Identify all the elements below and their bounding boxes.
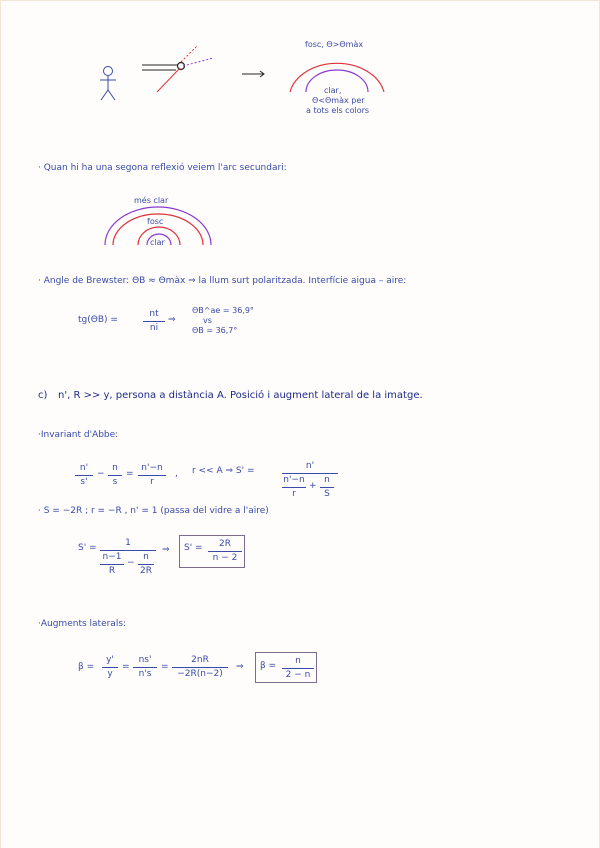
label-clar-1: clar, bbox=[324, 86, 342, 95]
brewster-res1: ΘB^ae = 36,9° bbox=[192, 306, 254, 315]
sp-arrow: ⇒ bbox=[162, 545, 170, 555]
lateral-num: 2nR bbox=[191, 655, 209, 665]
abbe-cond: r << A ⇒ S' = bbox=[192, 466, 255, 476]
note-secondary: · Quan hi ha una segona reflexió veiem l'arc secundari: bbox=[38, 163, 287, 173]
abbe-frac-3 bbox=[138, 463, 166, 488]
abbe-plus: + bbox=[309, 481, 317, 491]
abbe-d3: r bbox=[150, 477, 154, 487]
lateral-frac-main bbox=[172, 655, 228, 680]
abbe-n2: n bbox=[112, 463, 118, 473]
abbe-d1: s' bbox=[80, 477, 88, 487]
lateral-eq2: = bbox=[161, 662, 169, 672]
label-fosc-top: fosc, Θ>Θmàx bbox=[305, 40, 364, 49]
lateral-y0: y bbox=[107, 669, 113, 679]
brewster-num: nt bbox=[149, 309, 159, 319]
box-sprime-num: 2R bbox=[219, 539, 231, 549]
person-figure bbox=[100, 67, 116, 101]
label-clar-3: a tots els colors bbox=[306, 106, 370, 115]
sp-d1: R bbox=[108, 566, 116, 576]
abbe-d2: s bbox=[112, 477, 118, 487]
brewster-res2: ΘB = 36,7° bbox=[192, 326, 238, 335]
box-sprime-lhs: S' = bbox=[184, 543, 203, 553]
abbe-n3: n'−n bbox=[141, 463, 163, 473]
sp-d2: 2R bbox=[140, 566, 152, 576]
box-beta-den: 2 − n bbox=[285, 670, 311, 680]
brewster-text: · Angle de Brewster: ΘB ≈ Θmàx ⇒ la llum surt polaritzada. Interfície aigua – aire: bbox=[38, 276, 407, 286]
lateral-ns1: ns' bbox=[138, 655, 152, 665]
box-beta-frac bbox=[282, 656, 314, 681]
abbe-n1: n' bbox=[79, 463, 89, 473]
abbe-n5: n'−n bbox=[283, 475, 305, 485]
lateral-ns0: n's bbox=[138, 669, 152, 679]
lateral-frac-y bbox=[102, 655, 118, 680]
problem-c-text: n', R >> y, persona a distància A. Posició i augment lateral de la imatge. bbox=[58, 390, 423, 401]
lateral-heading: ·Augments laterals: bbox=[38, 619, 127, 629]
abbe-big-fraction bbox=[282, 461, 338, 499]
lateral-den: −2R(n−2) bbox=[177, 669, 223, 679]
sp-fraction bbox=[100, 538, 156, 576]
brewster-den: ni bbox=[149, 323, 159, 333]
sp-n2: n bbox=[143, 552, 149, 562]
abbe-n4: n' bbox=[305, 461, 315, 471]
lateral-arrow: ⇒ bbox=[236, 662, 244, 672]
abbe-comma: , bbox=[175, 469, 178, 479]
purple-ray bbox=[183, 58, 213, 66]
problem-c-label: c) bbox=[38, 390, 48, 401]
label-mes-clar: més clar bbox=[134, 196, 169, 205]
sp-minus: − bbox=[127, 558, 135, 568]
abbe-d6: S bbox=[324, 489, 330, 499]
lateral-y1: y' bbox=[106, 655, 114, 665]
abbe-minus: − bbox=[97, 469, 105, 479]
abbe-heading: ·Invariant d'Abbe: bbox=[38, 430, 119, 440]
result-box-sprime bbox=[179, 535, 245, 568]
lateral-beta: β = bbox=[78, 662, 95, 672]
label-fosc-sec: fosc bbox=[147, 217, 164, 226]
sp-lhs: S' = bbox=[78, 543, 97, 553]
sp-frac-2 bbox=[138, 552, 154, 577]
abbe-subst: · S = −2R ; r = −R , n' = 1 (passa del vidre a l'aire) bbox=[38, 506, 269, 516]
sp-n1: n−1 bbox=[102, 552, 122, 562]
brewster-vs: vs bbox=[203, 316, 212, 325]
lateral-eq1: = bbox=[122, 662, 130, 672]
label-clar-2: Θ<Θmàx per bbox=[312, 96, 365, 105]
abbe-frac-6 bbox=[320, 475, 334, 500]
abbe-frac-5 bbox=[282, 475, 306, 500]
brewster-fraction bbox=[143, 309, 165, 334]
box-beta-num: n bbox=[295, 656, 301, 666]
result-box-beta bbox=[255, 652, 317, 683]
abbe-frac-1 bbox=[75, 463, 93, 488]
box-beta-lhs: β = bbox=[260, 661, 277, 671]
abbe-frac-2 bbox=[108, 463, 122, 488]
red-ray bbox=[157, 68, 180, 92]
lateral-frac-ns bbox=[133, 655, 157, 680]
abbe-d5: r bbox=[292, 489, 296, 499]
abbe-n6: n bbox=[324, 475, 330, 485]
brewster-arrow: ⇒ bbox=[168, 315, 176, 325]
brewster-lhs: tg(ΘB) = bbox=[78, 315, 118, 325]
box-sprime-den: n − 2 bbox=[212, 553, 238, 563]
sp-frac-1 bbox=[100, 552, 124, 577]
box-sprime-frac bbox=[208, 539, 242, 564]
label-clar-sec: clar bbox=[150, 238, 165, 247]
sp-num: 1 bbox=[125, 538, 131, 548]
abbe-eq: = bbox=[126, 469, 134, 479]
